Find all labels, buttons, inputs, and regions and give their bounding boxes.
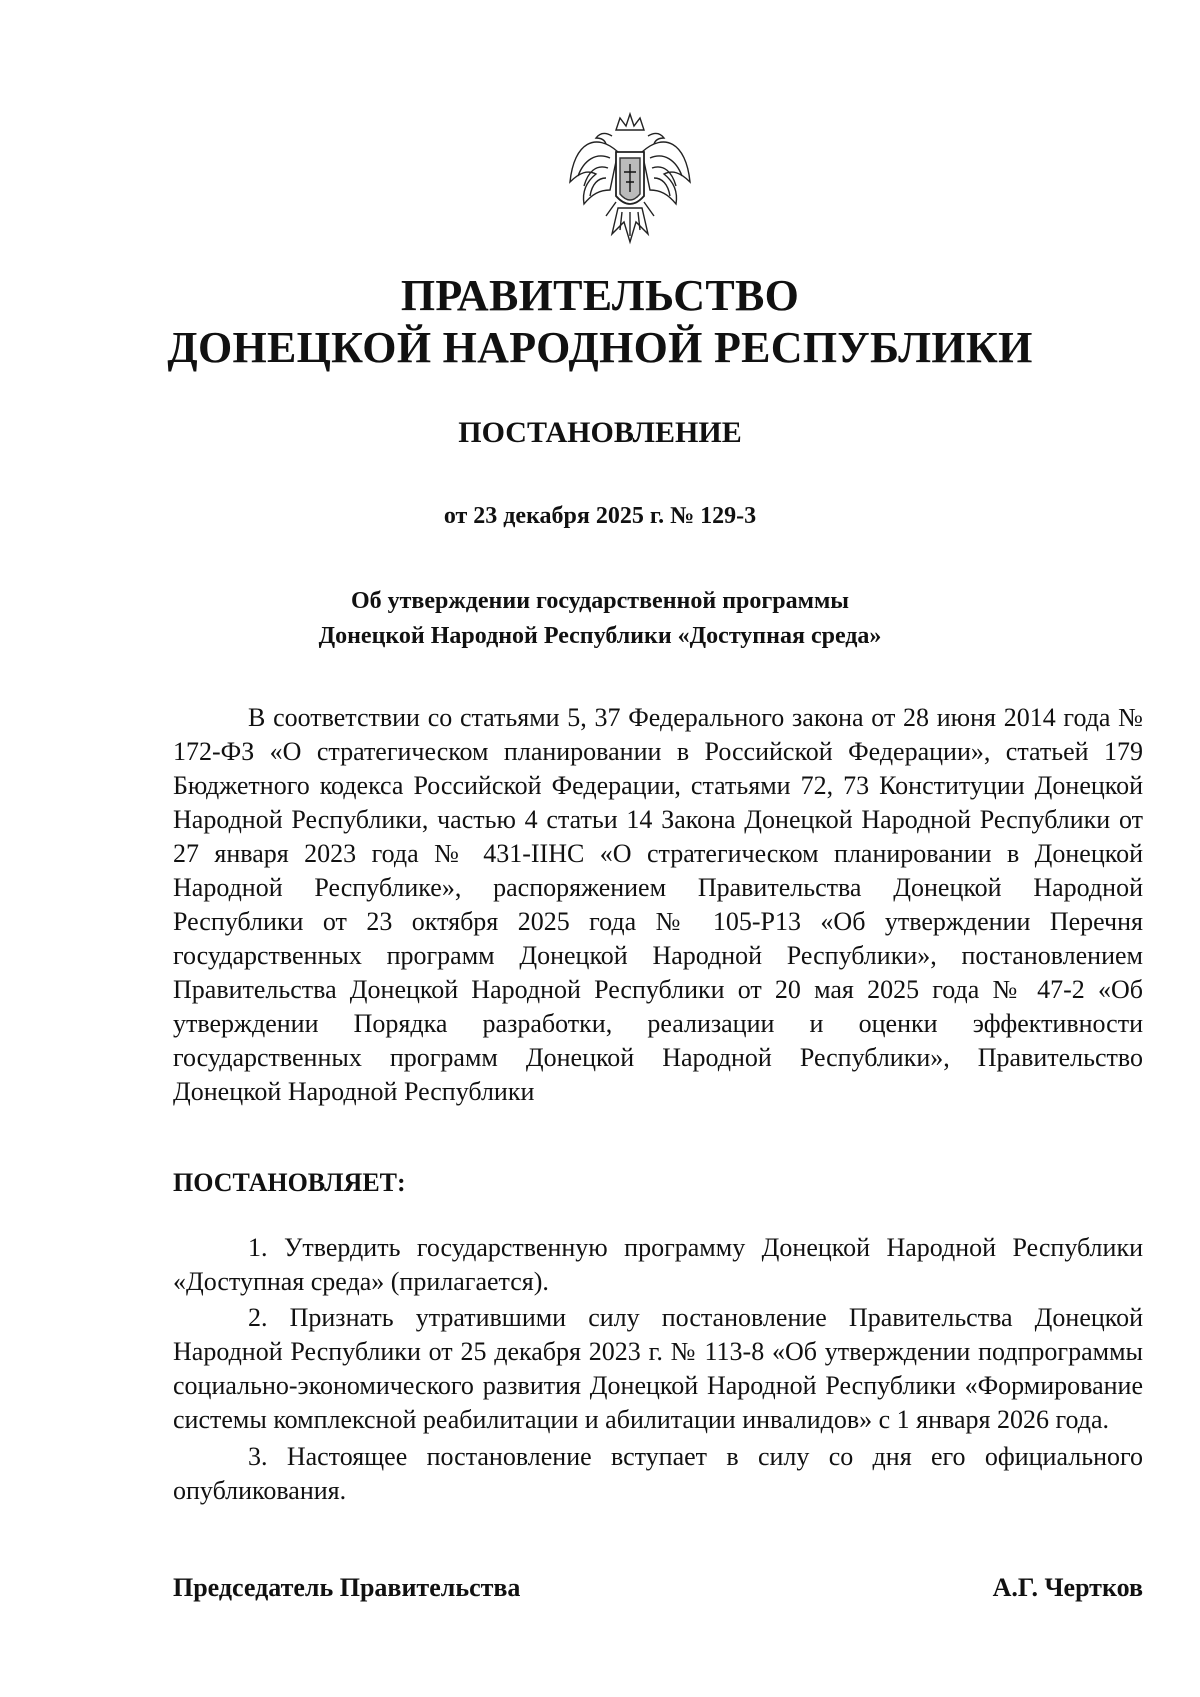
coat-of-arms-icon	[566, 112, 694, 252]
government-name	[0, 270, 1200, 374]
document-date-number: от 23 декабря 2025 г. № 129-3	[443, 503, 757, 529]
clause-3: 3. Настоящее постановление вступает в силу со дня его официального опубликования.	[173, 1442, 1143, 1505]
clause-1: 1. Утвердить государственную программу Донецкой Народной Республики «Доступная среда» (прилагается).	[173, 1233, 1143, 1296]
document-subject-line1: Об утверждении государственной программы	[350, 588, 850, 614]
signatory-name: А.Г. Чертков	[992, 1573, 1143, 1602]
clause-2: 2. Признать утратившими силу постановление Правительства Донецкой Народной Республики от 25 декабря 2023 г. № 113-8 «Об утверждении подпрограммы социально-экономического развития Донецкой Народной Республики «Формирование системы комплексной реабилитации и абилитации инвалидов» с 1 января 2026 года.	[173, 1303, 1143, 1434]
resolves-heading: ПОСТАНОВЛЯЕТ:	[173, 1168, 406, 1197]
document-subject	[0, 584, 1200, 654]
signature-block	[173, 1571, 1143, 1605]
government-name-line1: ПРАВИТЕЛЬСТВО	[400, 271, 800, 320]
document-type: ПОСТАНОВЛЕНИЕ	[458, 416, 742, 449]
government-name-line2: ДОНЕЦКОЙ НАРОДНОЙ РЕСПУБЛИКИ	[167, 323, 1033, 372]
preamble-paragraph: В соответствии со статьями 5, 37 Федерального закона от 28 июня 2014 года № 172-ФЗ «О стратегическом планировании в Российской Федерации», статьей 179 Бюджетного кодекса Российской Федерации, статьями 72, 73 Конституции Донецкой Народной Республики, частью 4 статьи 14 Закона Донецкой Народной Республики от 27 января 2023 года № 431-IIНС «О стратегическом планировании в Донецкой Народной Республике», распоряжением Правительства Донецкой Народной Республики от 23 октября 2025 года № 105-Р13 «Об утверждении Перечня государственных программ Донецкой Народной Республики», постановлением Правительства Донецкой Народной Республики от 20 мая 2025 года № 47-2 «Об утверждении Порядка разработки, реализации и оценки эффективности государственных программ Донецкой Народной Республики», Правительство Донецкой Народной Республики	[173, 703, 1143, 1106]
document-subject-line2: Донецкой Народной Республики «Доступная среда»	[318, 623, 882, 649]
signatory-position: Председатель Правительства	[173, 1573, 521, 1602]
